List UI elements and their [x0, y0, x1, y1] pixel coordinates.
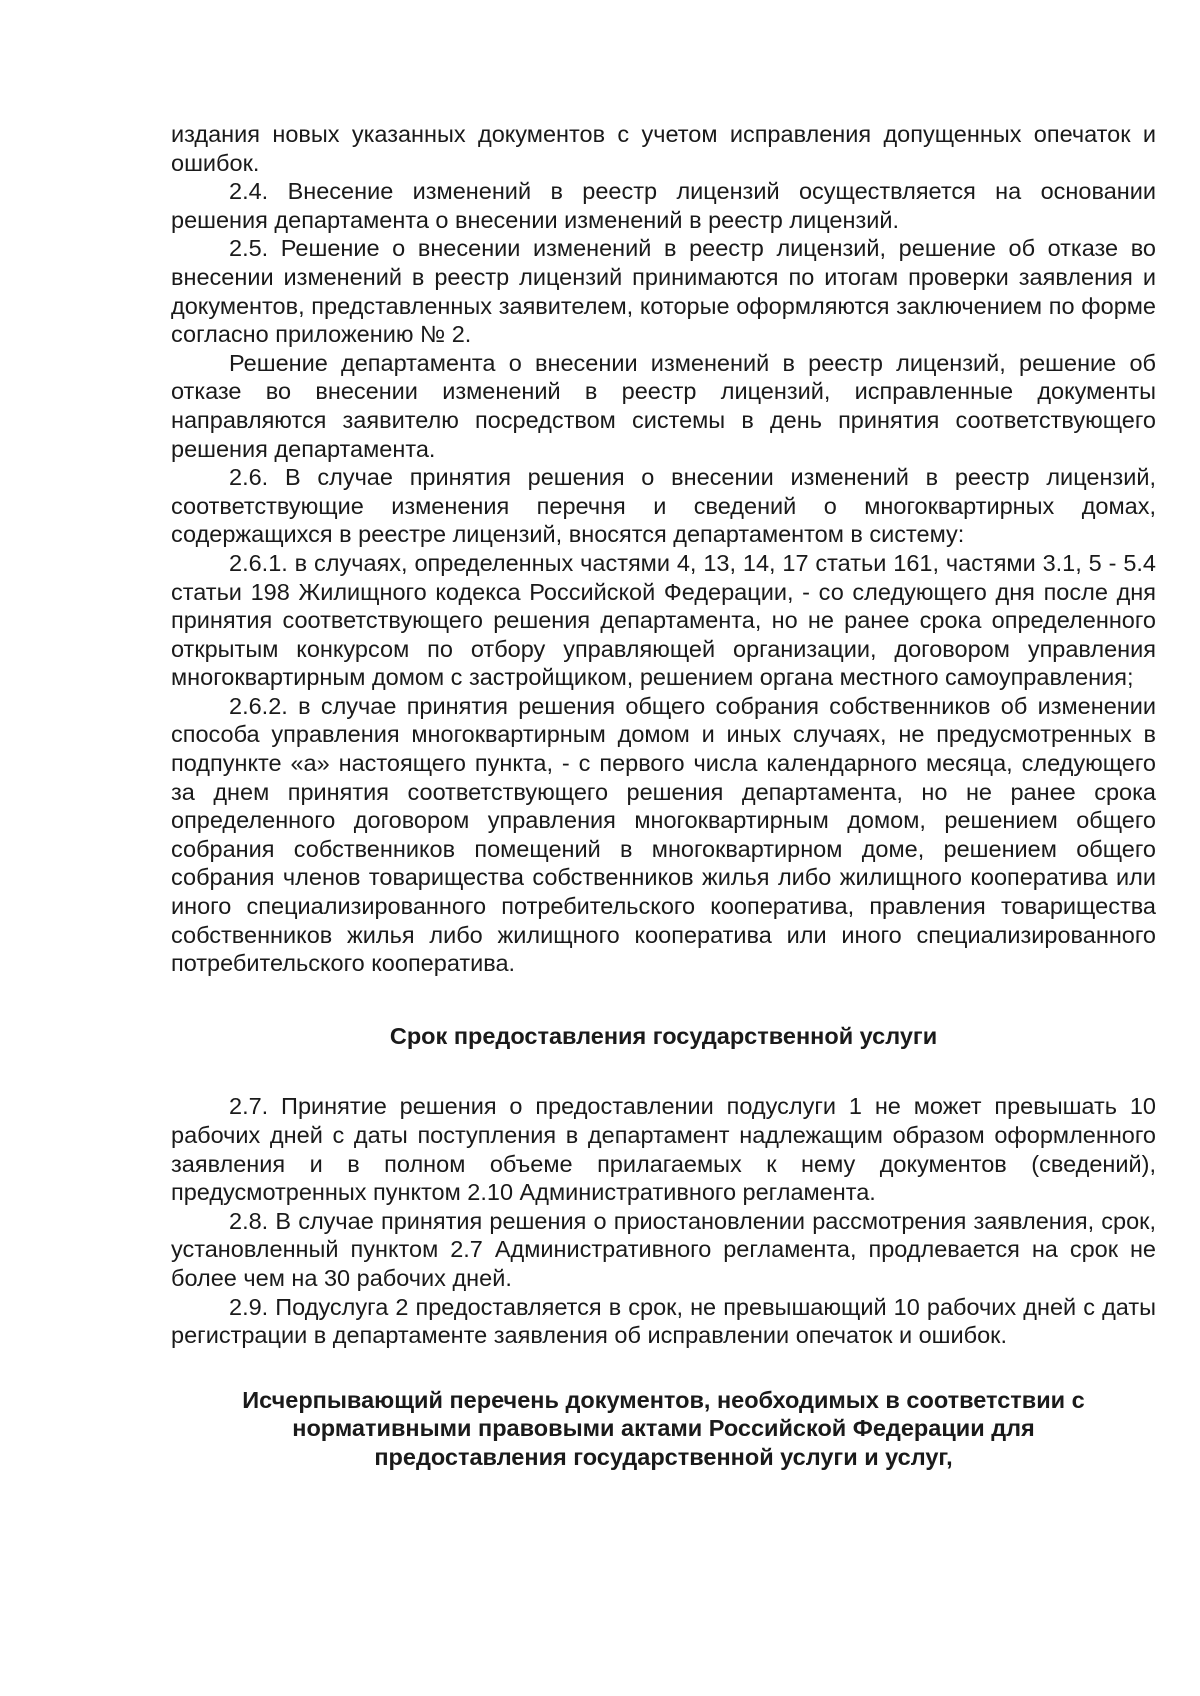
paragraph: Решение департамента о внесении изменений в реестр лицензий, решение об отказе во внесении изменений в реестр лицензий, исправленные документы направляются заявителю посредством системы в день принятия соответствующего решения департамента.: [171, 349, 1156, 462]
paragraph: 2.7. Принятие решения о предоставлении подуслуги 1 не может превышать 10 рабочих дней с даты поступления в департамент надлежащим образом оформленного заявления и в полном объеме прилагаемых к нему документов (сведений), предусмотренных пунктом 2.10 Административного регламента.: [171, 1093, 1156, 1206]
paragraph: 2.6.2. в случае принятия решения общего собрания собственников об изменении способа управления многоквартирным домом и иных случаях, не предусмотренных в подпункте «а» настоящего пункта, - с первого числа календарного месяца, следующего за днем принятия соответствующего решения департамента, но не ранее срока определенного договором управления многоквартирным домом, решением общего собрания собственников помещений в многоквартирном доме, решением общего собрания членов товарищества собственников жилья либо жилищного кооператива или иного специализированного потребительского кооператива, правления товарищества собственников жилья либо жилищного кооператива или иного специализированного потребительского кооператива.: [171, 692, 1156, 977]
paragraph: 2.6.1. в случаях, определенных частями 4, 13, 14, 17 статьи 161, частями 3.1, 5 - 5.4 статьи 198 Жилищного кодекса Российской Федерации, - со следующего дня после дня принятия соответствующего решения департамента, но не ранее срока определенного открытым конкурсом по отбору управляющей организации, договором управления многоквартирным домом с застройщиком, решением органа местного самоуправления;: [171, 549, 1156, 691]
paragraph: 2.8. В случае принятия решения о приостановлении рассмотрения заявления, срок, установленный пунктом 2.7 Административного регламента, продлевается на срок не более чем на 30 рабочих дней.: [171, 1207, 1156, 1291]
section-top: [171, 120, 1156, 978]
document-page: [171, 120, 1156, 1472]
paragraph: издания новых указанных документов с учетом исправления допущенных опечаток и ошибок.: [171, 121, 1156, 176]
section-heading: Срок предоставления государственной услуги: [389, 1022, 938, 1049]
paragraph: 2.9. Подуслуга 2 предоставляется в срок, не превышающий 10 рабочих дней с даты регистрации в департаменте заявления об исправлении опечаток и ошибок.: [171, 1293, 1156, 1349]
paragraph: 2.5. Решение о внесении изменений в реестр лицензий, решение об отказе во внесении изменений в реестр лицензий принимаются по итогам проверки заявления и документов, представленных заявителем, которые оформляются заключением по форме согласно приложению № 2.: [171, 235, 1156, 348]
paragraph: 2.6. В случае принятия решения о внесении изменений в реестр лицензий, соответствующие изменения перечня и сведений о многоквартирных домах, содержащихся в реестре лицензий, вносятся департаментом в систему:: [171, 464, 1156, 548]
section-middle: [171, 1092, 1156, 1349]
section-heading: Исчерпывающий перечень документов, необходимых в соответствии с нормативными правовыми актами Российской Федерации для предоставления государственной услуги и услуг,: [242, 1386, 1085, 1470]
paragraph: 2.4. Внесение изменений в реестр лицензий осуществляется на основании решения департамента о внесении изменений в реестр лицензий.: [171, 178, 1156, 233]
